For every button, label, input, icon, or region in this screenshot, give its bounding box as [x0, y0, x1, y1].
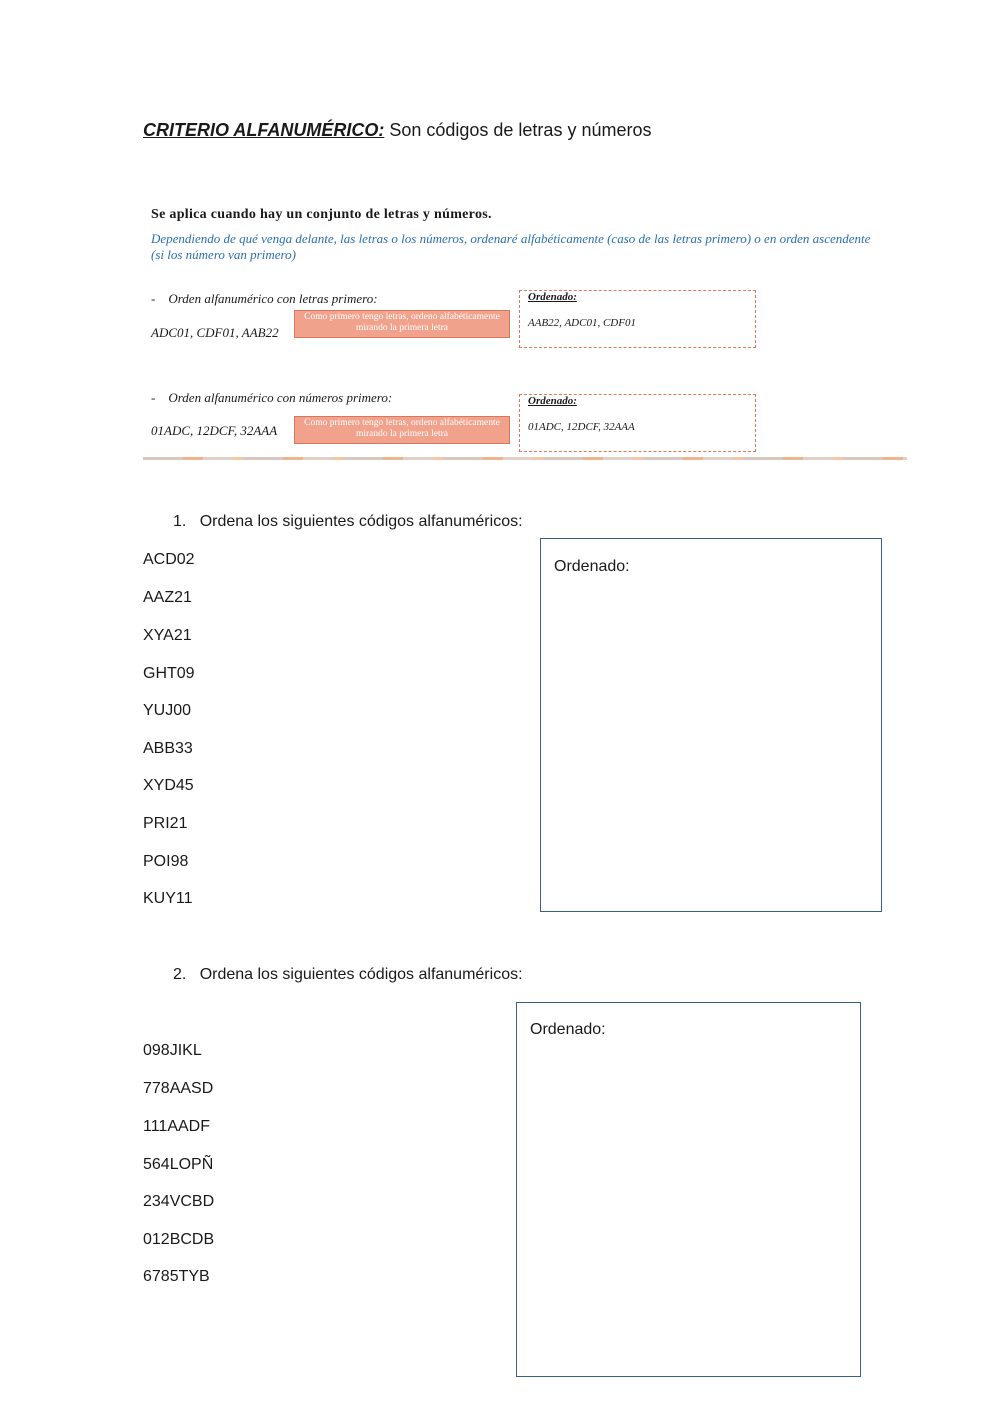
- list-item: 012BCDB: [143, 1231, 215, 1248]
- list-item: 111AADF: [143, 1118, 210, 1135]
- example2-bullet: -: [151, 390, 156, 405]
- example2-codes: 01ADC, 12DCF, 32AAA: [151, 423, 278, 438]
- exercise1-prompt: [173, 513, 523, 531]
- example2-ordered-box: [519, 394, 756, 452]
- image-bottom-edge: [143, 457, 907, 460]
- list-item: 564LOPÑ: [143, 1156, 214, 1173]
- list-item: YUJ00: [143, 702, 192, 719]
- exercise1-answer-box[interactable]: [540, 538, 882, 912]
- exercise1-prompt-text: Ordena los siguientes códigos alfanuméricos:: [199, 513, 523, 530]
- example1-ordered-head: Ordenado:: [528, 291, 577, 303]
- list-item: ACD02: [143, 551, 195, 568]
- list-item: 234VCBD: [143, 1193, 215, 1210]
- exercise1-number: 1.: [173, 513, 187, 530]
- example1-label: [151, 291, 378, 307]
- exercise1-box-label: Ordenado:: [554, 558, 630, 575]
- example1-ordered-box: [519, 290, 756, 348]
- explanation-blue-text: Dependiendo de qué venga delante, las letras o los números, ordenaré alfabéticamente (caso de las letras primero) o en orden ascendente (si los número van primero): [151, 231, 871, 262]
- list-item: KUY11: [143, 890, 193, 907]
- list-item: 6785TYB: [143, 1268, 210, 1285]
- list-item: AAZ21: [143, 589, 192, 606]
- example1-codes: ADC01, CDF01, AAB22: [151, 325, 279, 340]
- list-item: POI98: [143, 853, 189, 870]
- list-item: PRI21: [143, 815, 188, 832]
- list-item: GHT09: [143, 665, 195, 682]
- list-item: XYA21: [143, 627, 192, 644]
- list-item: 778AASD: [143, 1080, 214, 1097]
- example2-label: [151, 390, 392, 406]
- example1-note: Como primero tengo letras, ordeno alfabéticamente mirando la primera letra: [294, 310, 510, 338]
- example2-label-text: Orden alfanumérico con números primero:: [168, 390, 393, 405]
- exercise2-answer-box[interactable]: [516, 1002, 861, 1377]
- exercise2-prompt-text: Ordena los siguientes códigos alfanuméricos:: [199, 966, 523, 983]
- example1-label-text: Orden alfanumérico con letras primero:: [168, 291, 378, 306]
- example1-ordered-value: AAB22, ADC01, CDF01: [528, 317, 636, 329]
- example2-ordered-value: 01ADC, 12DCF, 32AAA: [528, 421, 635, 433]
- list-item: 098JIKL: [143, 1042, 202, 1059]
- list-item: XYD45: [143, 777, 194, 794]
- list-item: ABB33: [143, 740, 193, 757]
- example1-bullet: -: [151, 291, 156, 306]
- example2-note: Como primero tengo letras, ordeno alfabéticamente mirando la primera letra: [294, 416, 510, 444]
- example2-ordered-head: Ordenado:: [528, 395, 577, 407]
- page-title: [143, 120, 651, 141]
- exercise2-box-label: Ordenado:: [530, 1021, 606, 1038]
- title-rest: Son códigos de letras y números: [384, 120, 652, 140]
- title-lead: CRITERIO ALFANUMÉRICO:: [143, 120, 385, 140]
- exercise2-number: 2.: [173, 966, 187, 983]
- exercise2-prompt: [173, 966, 523, 984]
- explanation-bold-line: Se aplica cuando hay un conjunto de letras y números.: [151, 207, 492, 222]
